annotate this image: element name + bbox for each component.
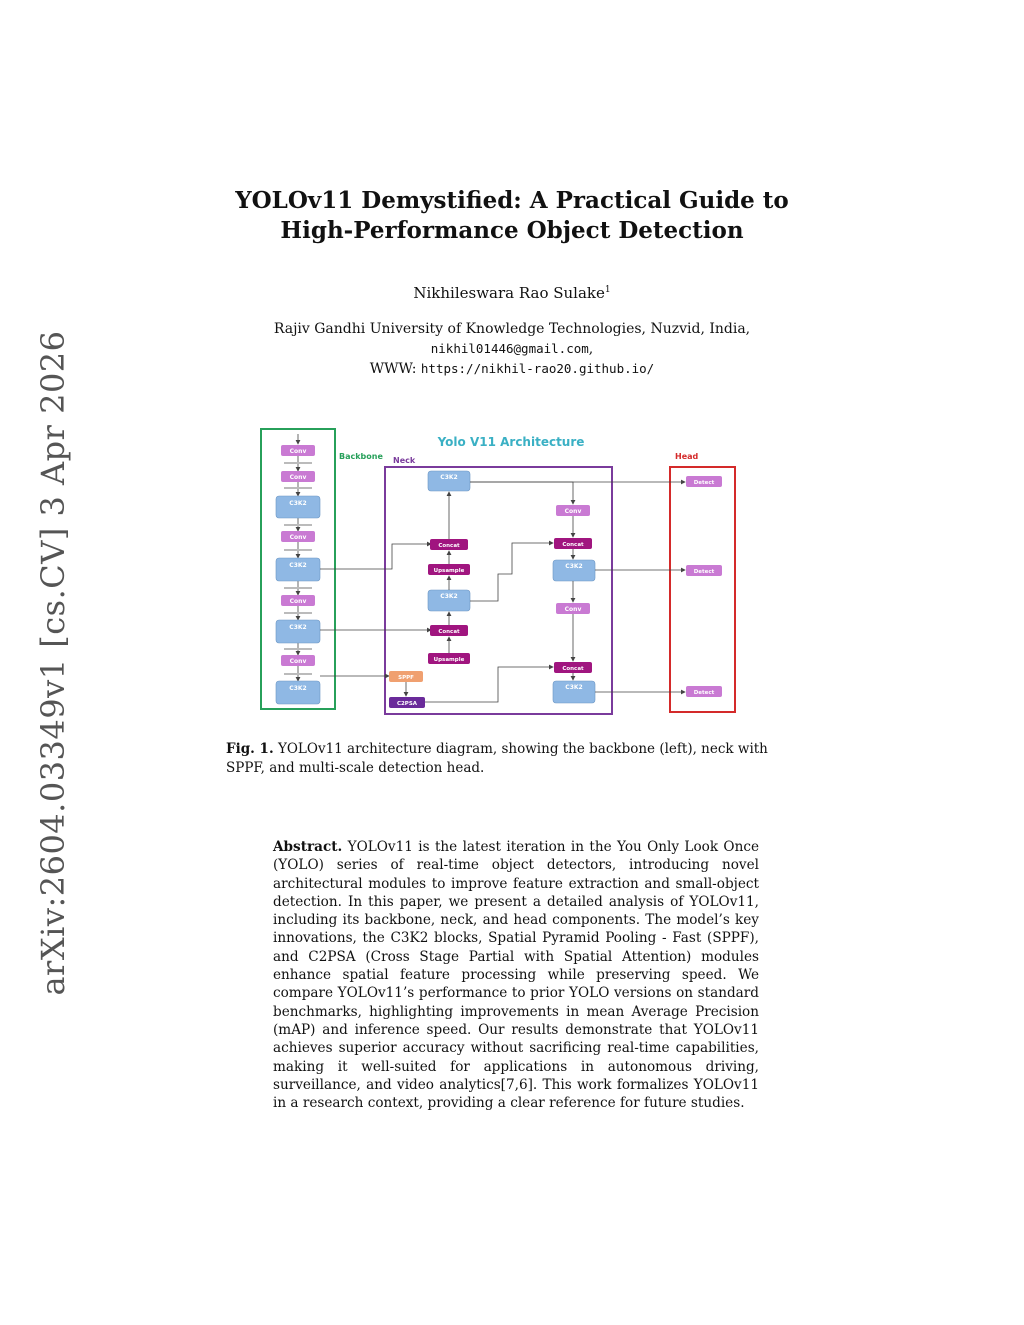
backbone-conv-5-label: Conv: [289, 658, 307, 665]
backbone-c3k2-2-label: C3K2: [289, 562, 307, 569]
backbone-conv-2-label: Conv: [289, 474, 307, 481]
neck-sppf-label: SPPF: [398, 675, 414, 681]
abstract-label: Abstract.: [273, 839, 343, 855]
www-label: WWW:: [369, 361, 421, 377]
email-comma: ,: [588, 341, 594, 357]
affiliation-institution: Rajiv Gandhi University of Knowledge Technologies, Nuzvid, India,: [273, 321, 751, 337]
neck-concat-4-label: Concat: [562, 666, 584, 672]
author-website-link[interactable]: https://nikhil-rao20.github.io/: [420, 361, 655, 376]
neck-blocks: [389, 471, 595, 708]
neck-conv-right-2-label: Conv: [564, 606, 582, 613]
head-label: Head: [675, 452, 699, 461]
arxiv-side-stamp: [28, 329, 78, 996]
backbone-label: Backbone: [339, 452, 383, 461]
arxiv-identifier: arXiv:2604.03349v1 [cs.CV] 3 Apr 2026: [34, 329, 72, 996]
backbone-c3k2-3-label: C3K2: [289, 624, 307, 631]
author: [0, 284, 1024, 302]
neck-c3k2-right-1-label: C3K2: [565, 563, 583, 570]
title-line-2: High-Performance Object Detection: [280, 217, 744, 244]
neck-concat-3-label: Concat: [562, 542, 584, 548]
neck-upsample-1-label: Upsample: [433, 568, 465, 574]
author-affiliation-mark: 1: [604, 285, 611, 295]
head-detect-2-label: Detect: [693, 569, 715, 575]
abstract-text: YOLOv11 is the latest iteration in the You Only Look Once (YOLO) series of real-time object detectors, introducing novel architectural modules to improve feature extraction and small-object detection. In this paper, we present a detailed analysis of YOLOv11, including its backbone, neck, and head components. The model’s key innovations, the C3K2 blocks, Spatial Pyramid Pooling - Fast (SPPF), and C2PSA (Cross Stage Partial with Spatial Attention) modules enhance spatial feature processing while preserving speed. We compare YOLOv11’s performance to prior YOLO versions on standard benchmarks, highlighting improvements in mean Average Precision (mAP) and inference speed. Our results demonstrate that YOLOv11 achieves superior accuracy without sacrificing real-time capabilities, making it well-suited for applications in autonomous driving, surveillance, and video analytics[7,6]. This work formalizes YOLOv11 in a research context, providing a clear reference for future studies.: [273, 839, 759, 1112]
neck-upsample-2-label: Upsample: [433, 657, 465, 663]
backbone-c3k2-4-label: C3K2: [289, 685, 307, 692]
architecture-diagram: [258, 426, 740, 718]
neck-label: Neck: [393, 456, 416, 465]
figure-caption-label: Fig. 1.: [226, 741, 274, 757]
affiliation: [0, 320, 1024, 379]
architecture-figure: [258, 426, 740, 718]
head-detect-1-label: Detect: [693, 480, 715, 486]
figure-caption: [226, 740, 811, 778]
paper-title: [0, 186, 1024, 246]
head-frame: [670, 467, 735, 712]
author-name: Nikhileswara Rao Sulake: [413, 284, 605, 302]
backbone-c3k2-1-label: C3K2: [289, 500, 307, 507]
head-detect-3-label: Detect: [693, 690, 715, 696]
backbone-conv-4-label: Conv: [289, 598, 307, 605]
diagram-heading: Yolo V11 Architecture: [437, 435, 585, 449]
backbone-conv-3-label: Conv: [289, 534, 307, 541]
neck-conv-right-1-label: Conv: [564, 508, 582, 515]
backbone-conv-1-label: Conv: [289, 448, 307, 455]
neck-concat-2-label: Concat: [438, 629, 460, 635]
abstract: [273, 838, 759, 1112]
author-email[interactable]: nikhil01446@gmail.com: [430, 341, 589, 356]
neck-concat-1-label: Concat: [438, 543, 460, 549]
figure-caption-text: YOLOv11 architecture diagram, showing the backbone (left), neck with SPPF, and multi-scale detection head.: [226, 741, 768, 776]
neck-c3k2-mid-label: C3K2: [440, 593, 458, 600]
title-line-1: YOLOv11 Demystified: A Practical Guide to: [235, 187, 789, 214]
neck-c2psa-label: C2PSA: [396, 701, 418, 707]
neck-c3k2-top-label: C3K2: [440, 474, 458, 481]
head-blocks: [686, 476, 722, 697]
neck-c3k2-right-2-label: C3K2: [565, 684, 583, 691]
